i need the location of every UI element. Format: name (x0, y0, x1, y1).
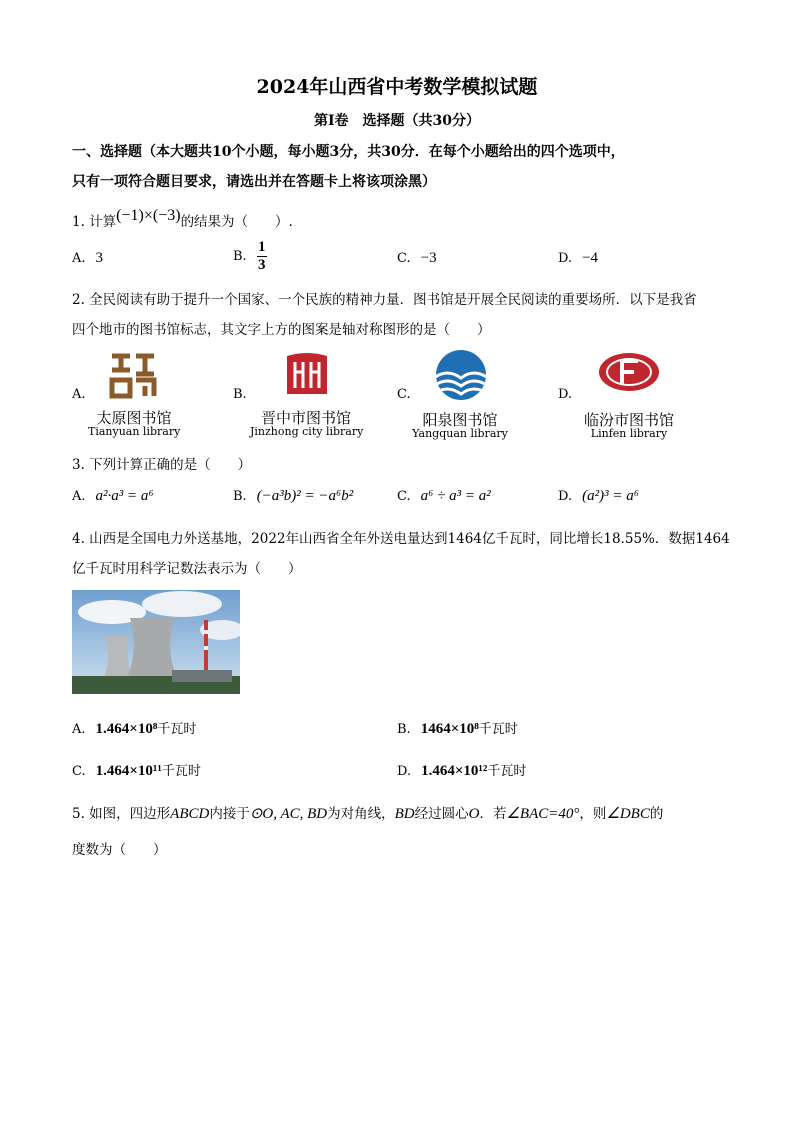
section-instructions-line1: 一、选择题（本大题共10个小题，每小题3分，共30分．在每个小题给出的四个选项中， (72, 144, 625, 160)
q2-option-a-en: Tianyuan library (88, 425, 181, 438)
q1-option-a[interactable]: A. 3 (72, 250, 104, 266)
q2-option-b-name: 晋中市图书馆 (260, 409, 351, 427)
taiyuan-library-logo-icon (108, 350, 158, 400)
q2-option-c-label[interactable]: C. (397, 387, 411, 402)
linfen-library-logo-icon (598, 352, 660, 392)
question-2-line1: 2. 全民阅读有助于提升一个国家、一个民族的精神力量．图书馆是开展全民阅读的重要场所．以下是我省 (72, 292, 697, 308)
question-2-line2: 四个地市的图书馆标志，其文字上方的图案是轴对称图形的是（ ） (72, 322, 491, 338)
fraction: $\frac{1}{3}$ (257, 239, 266, 273)
q3-option-a[interactable]: A. a²·a³ = a⁶ (72, 488, 154, 504)
q2-option-d-en: Linfen library (590, 427, 668, 440)
cooling-tower-image (72, 590, 240, 694)
q3-option-c[interactable]: C. a⁶ ÷ a³ = a² (397, 488, 491, 504)
question-4-line1: 4. 山西是全国电力外送基地，2022年山西省全年外送电量达到1464亿千瓦时，同比增长18.55%．数据1464 (72, 531, 730, 547)
page-title: 2024年山西省中考数学模拟试题 (256, 76, 538, 98)
q2-option-c-name: 阳泉图书馆 (422, 411, 498, 429)
power-plant-photo (72, 590, 240, 694)
yangquan-library-logo-icon (434, 348, 488, 402)
part-heading: 第Ⅰ卷 选择题（共30分） (313, 113, 481, 129)
q2-option-b-label[interactable]: B. (233, 387, 247, 402)
q2-option-d-name: 临汾市图书馆 (583, 411, 674, 429)
q2-option-a-name: 太原图书馆 (96, 409, 172, 427)
q2-option-d-label[interactable]: D. (558, 387, 573, 402)
q2-option-b-en: Jinzhong city library (250, 425, 364, 438)
question-1-stem: 1. 计算(−1)×(−3)的结果为（ ）. (72, 207, 293, 230)
question-5-line2: 度数为（ ） (72, 842, 167, 858)
q2-option-c-en: Yangquan library (412, 427, 508, 440)
q3-option-b[interactable]: B. (−a³b)² = −a⁶b² (233, 488, 354, 504)
q4-option-a[interactable]: A. 1.464×10⁸千瓦时 (72, 721, 197, 737)
q4-option-b[interactable]: B. 1464×10⁸千瓦时 (397, 721, 518, 737)
q1-expression: (−1)×(−3) (116, 207, 181, 224)
q1-option-c[interactable]: C. −3 (397, 250, 437, 266)
question-4-line2: 亿千瓦时用科学记数法表示为（ ） (72, 561, 302, 577)
q4-option-d[interactable]: D. 1.464×10¹²千瓦时 (397, 763, 527, 779)
q1-option-b[interactable]: B. $\frac{1}{3}$ (233, 239, 266, 273)
question-3-stem: 3. 下列计算正确的是（ ） (72, 457, 252, 473)
question-5-line1: 5. 如图，四边形ABCD内接于⊙O, AC, BD为对角线，BD经过圆心O．若∠BAC=40°，则∠DBC的 (72, 806, 664, 822)
jinzhong-library-logo-icon (285, 350, 329, 396)
q3-option-d[interactable]: D. (a²)³ = a⁶ (558, 488, 639, 504)
section-instructions-line2: 只有一项符合题目要求，请选出并在答题卡上将该项涂黑） (72, 174, 436, 190)
q4-option-c[interactable]: C. 1.464×10¹¹千瓦时 (72, 763, 201, 779)
q2-option-a-label[interactable]: A. (72, 387, 86, 402)
q1-option-d[interactable]: D. −4 (558, 250, 599, 266)
